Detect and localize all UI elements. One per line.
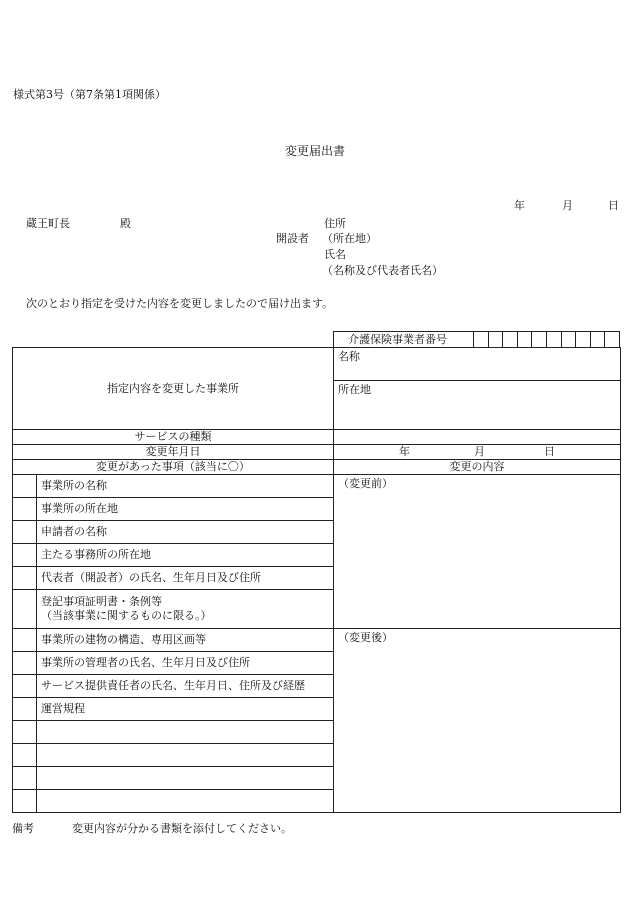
item-label: サービス提供責任者の氏名、生年月日、住所及び経歴 — [37, 675, 334, 698]
item-label-blank[interactable] — [37, 790, 334, 813]
provider-number-box[interactable] — [561, 332, 576, 348]
applicant-label: 開設者 — [276, 232, 309, 245]
item-label: 事業所の建物の構造、専用区画等 — [37, 629, 334, 652]
note-text: 変更内容が分かる書類を添付してください。 — [72, 822, 292, 835]
name-label: 氏名 — [324, 248, 346, 261]
item-check-cell[interactable] — [13, 767, 37, 790]
item-check-cell[interactable] — [13, 698, 37, 721]
note-label: 備考 — [12, 822, 34, 835]
recipient-honorific: 殿 — [120, 217, 131, 230]
office-name-field[interactable] — [334, 348, 621, 381]
items-header: 変更があった事項（該当に〇） — [13, 460, 334, 475]
item-check-cell[interactable] — [13, 721, 37, 744]
change-date-day: 日 — [544, 445, 555, 458]
recipient-name: 蔵王町長 — [26, 217, 70, 230]
after-content-field[interactable] — [334, 629, 621, 813]
provider-number-table — [333, 331, 620, 348]
item-check-cell[interactable] — [13, 652, 37, 675]
office-name-label: 名称 — [338, 350, 360, 363]
item-label: 事業所の所在地 — [37, 498, 334, 521]
item-label-multiline — [37, 590, 334, 629]
item-check-cell[interactable] — [13, 475, 37, 498]
address-sub-label: （所在地） — [322, 232, 377, 245]
change-date-month: 月 — [474, 445, 485, 458]
provider-number-label: 介護保険事業者番号 — [334, 332, 474, 348]
item-label: 事業所の管理者の氏名、生年月日及び住所 — [37, 652, 334, 675]
item-check-cell[interactable] — [13, 498, 37, 521]
provider-number-box[interactable] — [576, 332, 591, 348]
item-check-cell[interactable] — [13, 567, 37, 590]
date-year: 年 — [514, 199, 525, 212]
document-title: 変更届出書 — [284, 144, 345, 158]
item-label-blank[interactable] — [37, 767, 334, 790]
item-sublabel: （当該事業に関するものに限る。） — [41, 609, 212, 622]
date-day: 日 — [608, 199, 619, 212]
provider-number-box[interactable] — [590, 332, 605, 348]
date-month: 月 — [562, 199, 573, 212]
item-check-cell[interactable] — [13, 675, 37, 698]
intro-text: 次のとおり指定を受けた内容を変更しましたので届け出ます。 — [26, 297, 334, 310]
item-label-blank[interactable] — [37, 721, 334, 744]
item-check-cell[interactable] — [13, 521, 37, 544]
provider-number-box[interactable] — [605, 332, 620, 348]
item-label: 運営規程 — [37, 698, 334, 721]
change-date-field[interactable] — [334, 445, 621, 460]
change-form-table — [12, 347, 621, 813]
provider-number-box[interactable] — [532, 332, 547, 348]
office-label: 指定内容を変更した事業所 — [13, 348, 334, 430]
address-label: 住所 — [324, 217, 346, 230]
name-sub-label: （名称及び代表者氏名） — [322, 264, 443, 277]
change-date-label: 変更年月日 — [13, 445, 334, 460]
item-check-cell[interactable] — [13, 544, 37, 567]
item-label: 主たる事務所の所在地 — [37, 544, 334, 567]
item-label: 代表者（開設者）の氏名、生年月日及び住所 — [37, 567, 334, 590]
service-type-label: サービスの種類 — [13, 430, 334, 445]
before-content-field[interactable] — [334, 475, 621, 629]
office-address-label: 所在地 — [338, 383, 371, 396]
item-check-cell[interactable] — [13, 629, 37, 652]
item-label-blank[interactable] — [37, 744, 334, 767]
provider-number-box[interactable] — [546, 332, 561, 348]
item-label: 申請者の名称 — [37, 521, 334, 544]
provider-number-box[interactable] — [517, 332, 532, 348]
provider-number-box[interactable] — [488, 332, 503, 348]
content-header: 変更の内容 — [334, 460, 621, 475]
item-label: 登記事項証明書・条例等 — [41, 595, 162, 608]
before-label: （変更前） — [338, 477, 393, 490]
change-date-year: 年 — [399, 445, 410, 458]
service-type-field[interactable] — [334, 430, 621, 445]
item-label: 事業所の名称 — [37, 475, 334, 498]
office-address-field[interactable] — [334, 381, 621, 430]
item-check-cell[interactable] — [13, 744, 37, 767]
provider-number-box[interactable] — [503, 332, 518, 348]
item-check-cell[interactable] — [13, 790, 37, 813]
form-number: 様式第3号（第7条第1項関係） — [13, 88, 166, 101]
provider-number-box[interactable] — [474, 332, 489, 348]
item-check-cell[interactable] — [13, 590, 37, 629]
after-label: （変更後） — [338, 631, 393, 644]
